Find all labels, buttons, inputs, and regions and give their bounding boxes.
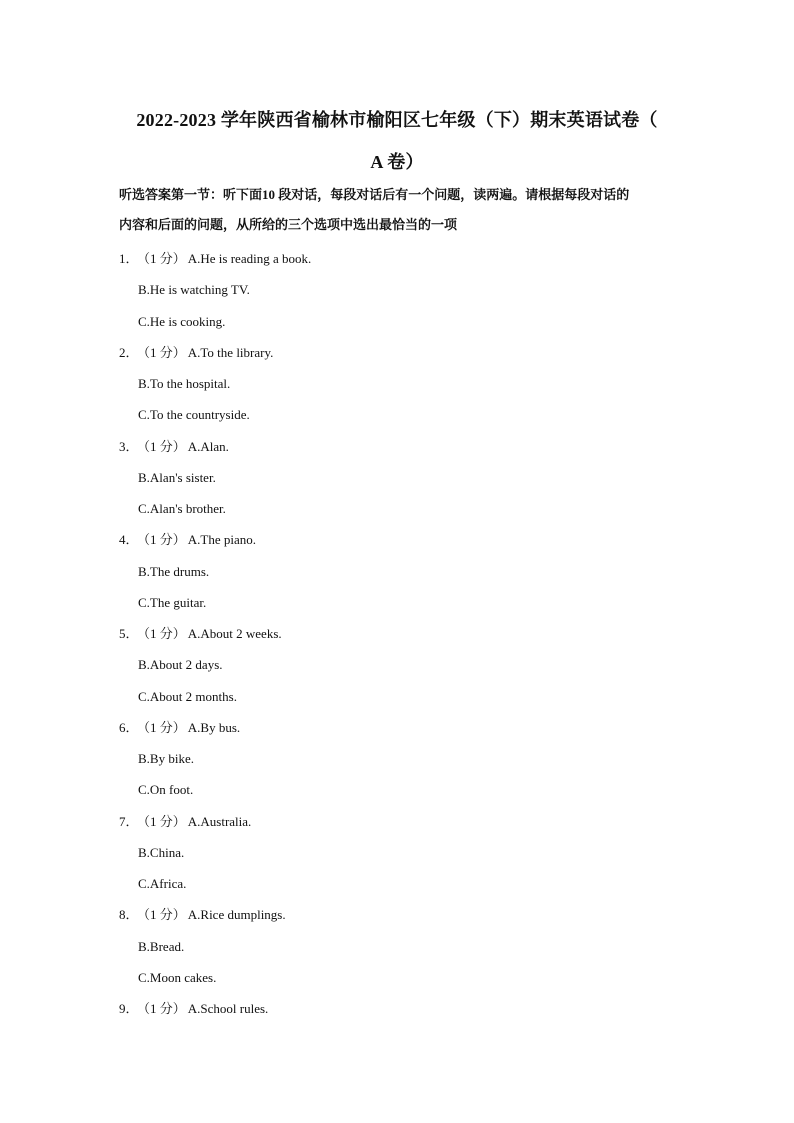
exam-title-line-2: A 卷）: [370, 152, 424, 172]
option-a: A.Alan.: [187, 438, 229, 454]
question-line: [119, 813, 251, 831]
question-score: （1 分）: [137, 626, 186, 641]
question-line: [119, 438, 229, 456]
option-line: [138, 750, 194, 768]
question-score: （1 分）: [137, 532, 186, 548]
question-line: [119, 344, 273, 362]
question-score: （1 分）: [137, 438, 186, 454]
option-c: C.The guitar.: [138, 594, 207, 610]
question-number: 8．: [119, 907, 139, 923]
question-line: [119, 250, 311, 268]
option-a: A.Rice dumplings.: [187, 907, 286, 923]
exam-title-line-1: 2022-2023 学年陕西省榆林市榆阳区七年级（下）期末英语试卷（: [136, 110, 658, 130]
option-line: [138, 656, 223, 674]
question-number: 2．: [119, 344, 139, 360]
question-line: [119, 531, 256, 549]
option-c: C.Moon cakes.: [138, 969, 217, 985]
option-line: [138, 594, 206, 612]
option-a: A.The piano.: [187, 532, 256, 548]
option-line: [138, 969, 216, 987]
question-score: （1 分）: [137, 1001, 186, 1016]
question-line: [119, 719, 240, 737]
option-line: [138, 781, 193, 799]
option-a: A.School rules.: [187, 1001, 269, 1016]
question-line: [119, 625, 282, 643]
option-c: C.On foot.: [138, 782, 194, 798]
question-number: 7．: [119, 813, 139, 829]
question-line: [119, 906, 286, 924]
option-a: A.He is reading a book.: [187, 251, 312, 266]
question-score: （1 分）: [137, 813, 186, 829]
option-line: [138, 469, 216, 487]
question-score: （1 分）: [137, 907, 186, 923]
option-c: C.He is cooking.: [138, 313, 226, 329]
question-line: [119, 1000, 268, 1018]
question-number: 1．: [119, 251, 139, 266]
option-line: [138, 938, 184, 956]
option-line: [138, 406, 250, 424]
question-score: （1 分）: [137, 719, 186, 735]
option-line: [138, 688, 237, 706]
option-b: B.Alan's sister.: [138, 469, 216, 485]
option-b: B.Bread.: [138, 938, 185, 954]
question-number: 5．: [119, 626, 139, 641]
option-c: C.To the countryside.: [138, 407, 250, 423]
option-b: B.China.: [138, 844, 185, 860]
option-line: [138, 313, 225, 331]
section-instructions-line-1: 听选答案第一节：听下面10 段对话，每段对话后有一个问题，读两遍。请根据每段对话的: [119, 187, 630, 202]
option-b: B.To the hospital.: [138, 376, 231, 391]
option-line: [138, 500, 226, 518]
option-b: B.About 2 days.: [138, 657, 223, 673]
option-c: C.Africa.: [138, 876, 187, 891]
option-line: [138, 281, 250, 299]
option-b: B.He is watching TV.: [138, 282, 250, 298]
option-c: C.Alan's brother.: [138, 501, 226, 516]
option-b: B.By bike.: [138, 751, 194, 766]
option-a: A.Australia.: [187, 813, 252, 829]
option-a: A.By bus.: [187, 719, 241, 735]
option-line: [138, 563, 209, 581]
question-number: 3．: [119, 438, 139, 454]
option-b: B.The drums.: [138, 563, 210, 579]
question-number: 6．: [119, 719, 139, 735]
option-line: [138, 875, 186, 893]
question-number: 9．: [119, 1001, 139, 1016]
option-line: [138, 844, 184, 862]
question-number: 4．: [119, 532, 139, 548]
option-a: A.About 2 weeks.: [187, 626, 282, 641]
option-a: A.To the library.: [187, 344, 274, 360]
question-score: （1 分）: [137, 251, 186, 266]
question-score: （1 分）: [137, 344, 186, 360]
option-c: C.About 2 months.: [138, 688, 237, 704]
section-instructions-line-2: 内容和后面的问题，从所给的三个选项中选出最恰当的一项: [119, 217, 458, 232]
option-line: [138, 375, 230, 393]
